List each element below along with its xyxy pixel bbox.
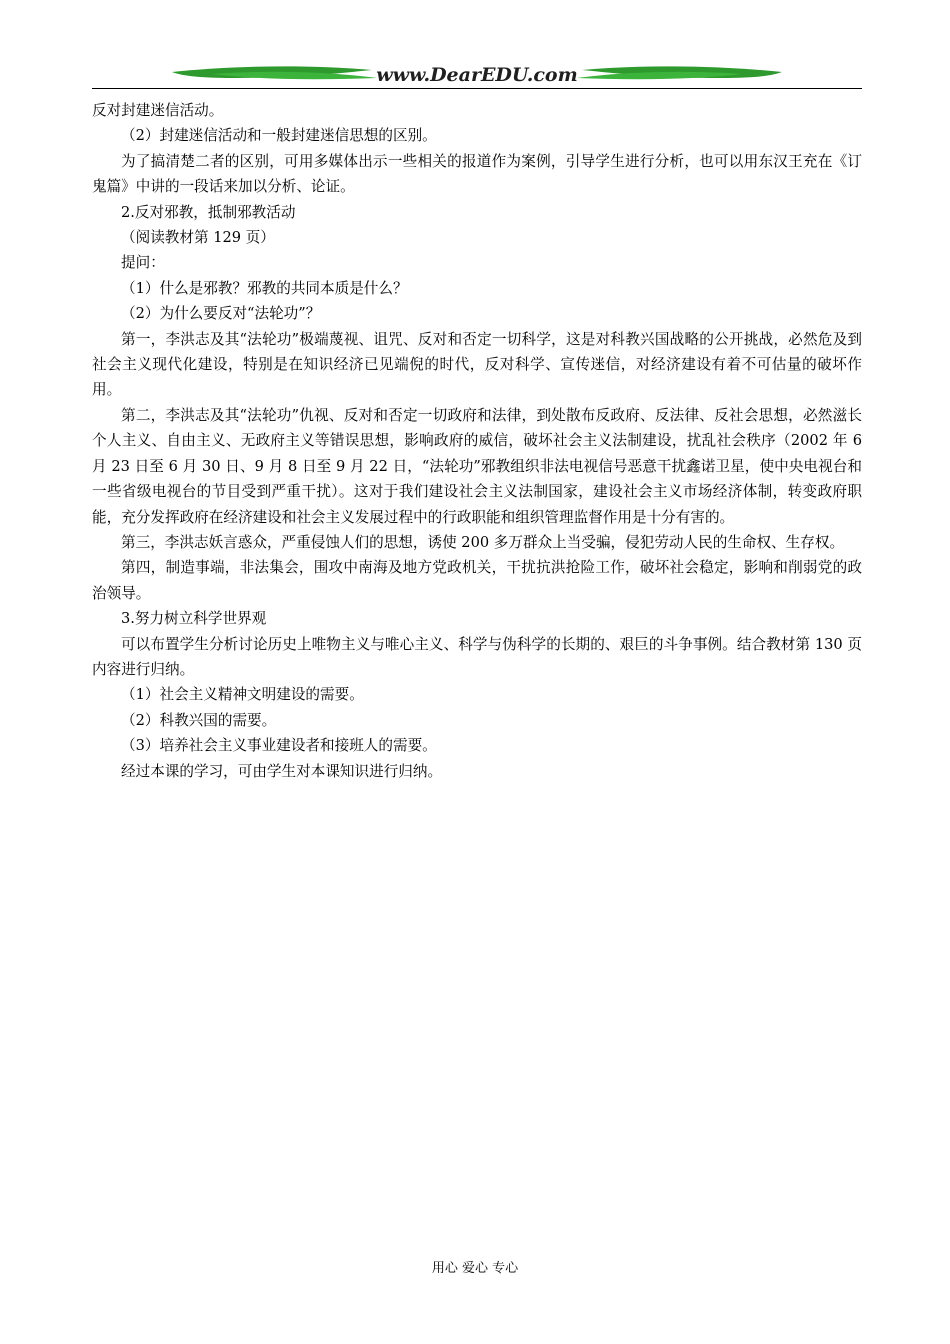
logo-right-swoosh-accent (577, 72, 742, 79)
logo-text: www.DearEDU.com (376, 64, 578, 86)
paragraph: （3）培养社会主义事业建设者和接班人的需要。 (121, 737, 437, 755)
paragraph: （阅读教材第 129 页） (121, 229, 275, 247)
paragraph: （2）封建迷信活动和一般封建迷信思想的区别。 (121, 127, 437, 145)
paragraph: 经过本课的学习，可由学生对本课知识进行归纳。 (121, 762, 443, 780)
header-divider (92, 88, 862, 89)
paragraph: （1）社会主义精神文明建设的需要。 (121, 686, 364, 704)
paragraph: （1）什么是邪教？邪教的共同本质是什么？ (121, 279, 408, 297)
paragraph: 第二，李洪志及其“法轮功”仇视、反对和否定一切政府和法律，到处散布反政府、反法律、反社会思想，必然滋长个人主义、自由主义、无政府主义等错误思想，影响政府的威信，破坏社会主义法制建设，扰乱社会秩序（2002 年 6 月 23 日至 6 月 30 日、9 月 8 日至 9 月 22 日，“法轮功”邪教组织非法电视信号恶意干扰鑫诺卫星，使中央电视台和一些省级电视台的节目受到严重干扰）。这对于我们建设社会主义法制国家，建设社会主义市场经济体制，转变政府职能，充分发挥政府在经济建设和社会主义发展过程中的行政职能和组织管理监督作用是十分有害的。 (92, 406, 862, 526)
paragraph: 为了搞清楚二者的区别，可用多媒体出示一些相关的报道作为案例，引导学生进行分析，也可以用东汉王充在《订鬼篇》中讲的一段话来加以分析、论证。 (92, 152, 862, 196)
page-header (92, 58, 862, 92)
document-body (92, 98, 862, 784)
paragraph: 第四，制造事端，非法集会，围攻中南海及地方党政机关，干扰抗洪抢险工作，破坏社会稳定，影响和削弱党的政治领导。 (92, 559, 862, 602)
paragraph: 2.反对邪教，抵制邪教活动 (121, 203, 296, 221)
paragraph: （2）科教兴国的需要。 (121, 711, 277, 729)
paragraph: 可以布置学生分析讨论历史上唯物主义与唯心主义、科学与伪科学的长期的、艰巨的斗争事例。结合教材第 130 页内容进行归纳。 (92, 635, 862, 678)
logo-left-swoosh-accent (212, 72, 377, 79)
paragraph: 第三，李洪志妖言惑众，严重侵蚀人们的思想，诱使 200 多万群众上当受骗，侵犯劳动人民的生命权、生存权。 (121, 533, 845, 551)
page-footer: 用心 爱心 专心 (431, 1261, 519, 1276)
paragraph: 反对封建迷信活动。 (92, 102, 224, 119)
site-logo (172, 60, 782, 88)
paragraph: 提问： (121, 254, 165, 272)
paragraph: 3.努力树立科学世界观 (121, 610, 267, 628)
paragraph: 第一，李洪志及其“法轮功”极端蔑视、诅咒、反对和否定一切科学，这是对科教兴国战略的公开挑战，必然危及到社会主义现代化建设，特别是在知识经济已见端倪的时代，反对科学、宣传迷信，对经济建设有着不可估量的破坏作用。 (92, 330, 862, 399)
paragraph: （2）为什么要反对“法轮功”？ (121, 305, 321, 323)
